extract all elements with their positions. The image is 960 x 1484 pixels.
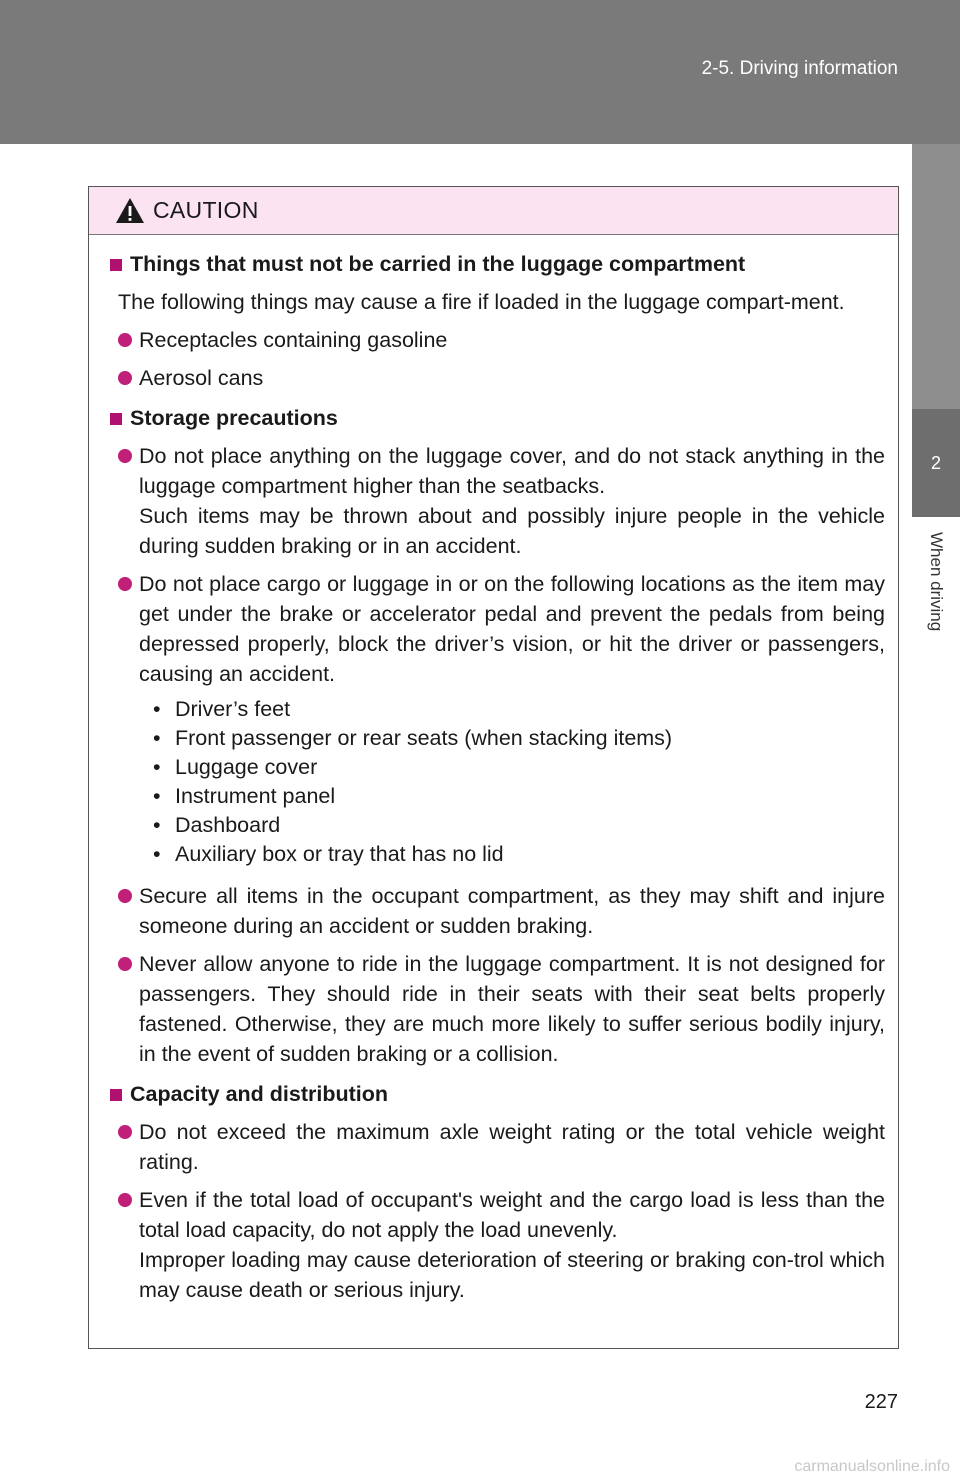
list-item — [110, 325, 885, 355]
circle-bullet-icon — [118, 371, 132, 385]
circle-bullet-icon — [118, 1125, 132, 1139]
list-item — [110, 881, 885, 941]
list-item-text: Do not exceed the maximum axle weight rating or the total vehicle weight rating. — [139, 1120, 885, 1174]
square-bullet-icon — [110, 413, 122, 425]
list-item-text-continued: Improper loading may cause deterioration of steering or braking con-trol which may cause death or serious injury. — [139, 1248, 885, 1302]
circle-bullet-icon — [118, 1193, 132, 1207]
caution-header — [89, 187, 898, 235]
circle-bullet-icon — [118, 577, 132, 591]
circle-bullet-icon — [118, 449, 132, 463]
section-intro: The following things may cause a fire if loaded in the luggage compart-ment. — [118, 290, 845, 314]
section-heading — [110, 1079, 885, 1109]
list-item-text: Receptacles containing gasoline — [139, 328, 448, 352]
list-item-text: Never allow anyone to ride in the luggage compartment. It is not designed for passengers. They should ride in their seats with their seat belts properly fastened. Otherwise, they are much more likely to suffer serious bodily injury, in the event of sudden braking or a collision. — [139, 952, 885, 1066]
circle-bullet-icon — [118, 333, 132, 347]
caution-box — [88, 186, 899, 1349]
location-item: • Driver’s feet — [153, 697, 291, 721]
chapter-label: When driving — [927, 532, 946, 632]
caution-title: CAUTION — [153, 197, 259, 223]
list-item-text: Aerosol cans — [139, 366, 264, 390]
page-number: 227 — [864, 1391, 898, 1413]
watermark: carmanualsonline.info — [794, 1458, 950, 1475]
list-item — [110, 1117, 885, 1177]
warning-triangle-icon — [115, 197, 145, 224]
section-capacity-distribution — [110, 1079, 885, 1305]
chapter-number-tab — [912, 409, 960, 517]
list-item — [110, 441, 885, 561]
list-item — [110, 949, 885, 1069]
section-heading-text: Capacity and distribution — [130, 1082, 389, 1106]
list-item-text: Do not place cargo or luggage in or on the following locations as the item may get under the brake or accelerator pedal and prevent the pedals from being depressed properly, block the driver’s vision, or hit the driver or passengers, causing an accident. — [139, 572, 885, 686]
list-item-text: Even if the total load of occupant's weight and the cargo load is less than the total load capacity, do not apply the load unevenly. — [139, 1188, 885, 1242]
list-item-text: Do not place anything on the luggage cover, and do not stack anything in the luggage compartment higher than the seatbacks. — [139, 444, 885, 498]
list-item — [110, 363, 885, 393]
location-item: • Instrument panel — [153, 784, 336, 808]
caution-body — [89, 235, 898, 1305]
side-tab-upper — [912, 144, 960, 409]
location-item: • Auxiliary box or tray that has no lid — [153, 842, 504, 866]
section-heading-text: Things that must not be carried in the luggage compartment — [130, 252, 746, 276]
square-bullet-icon — [110, 1089, 122, 1101]
section-heading — [110, 249, 885, 279]
section-title: 2-5. Driving information — [701, 58, 898, 79]
section-storage-precautions — [110, 403, 885, 1069]
list-item — [110, 569, 885, 873]
list-item-text-continued: Such items may be thrown about and possibly injure people in the vehicle during sudden braking or in an accident. — [139, 504, 885, 558]
section-heading-text: Storage precautions — [130, 406, 338, 430]
list-item — [110, 1185, 885, 1305]
location-list — [115, 695, 885, 869]
section-prohibited-items — [110, 249, 885, 393]
side-tab-lower — [912, 687, 960, 1484]
circle-bullet-icon — [118, 889, 132, 903]
circle-bullet-icon — [118, 957, 132, 971]
square-bullet-icon — [110, 259, 122, 271]
location-item: • Front passenger or rear seats (when stacking items) — [153, 726, 673, 750]
location-item: • Dashboard — [153, 813, 281, 837]
section-heading — [110, 403, 885, 433]
location-item: • Luggage cover — [153, 755, 318, 779]
list-item-text: Secure all items in the occupant compartment, as they may shift and injure someone during an accident or sudden braking. — [139, 884, 885, 938]
chapter-number: 2 — [930, 452, 941, 473]
